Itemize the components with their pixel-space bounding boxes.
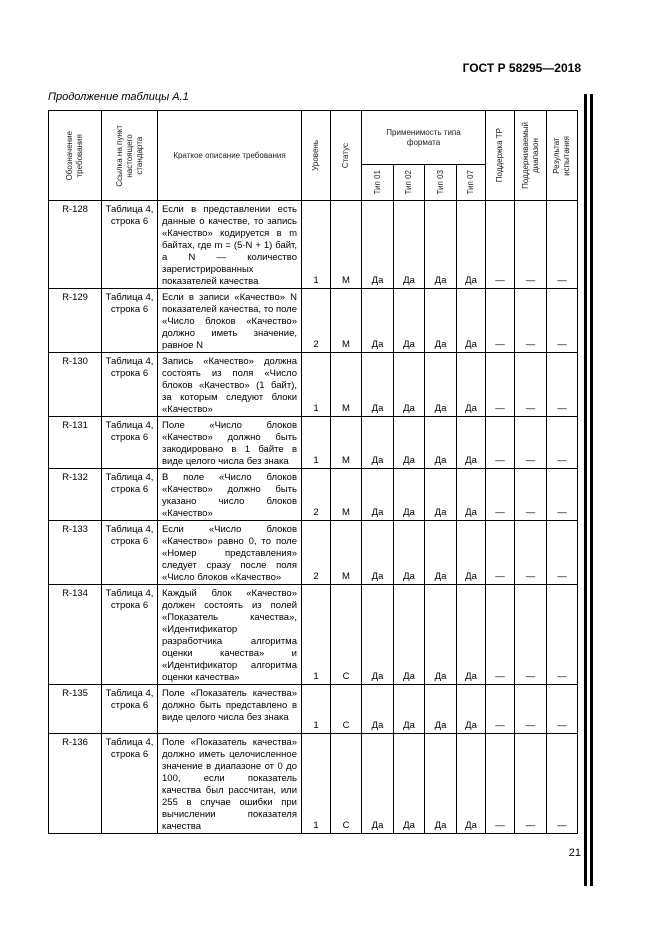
supported-range-value: — (515, 417, 547, 469)
header-type02: Тип 02 (394, 165, 425, 201)
type07-applicability: Да (457, 201, 486, 289)
requirement-status: M (331, 417, 362, 469)
requirement-reference: Таблица 4, строка 6 (102, 201, 158, 289)
test-result-value: — (547, 585, 578, 685)
type01-applicability: Да (362, 685, 394, 734)
requirement-id: R-131 (49, 417, 102, 469)
test-result-value: — (547, 685, 578, 734)
type07-applicability: Да (457, 521, 486, 585)
header-applicability: Применимость типа формата (362, 111, 486, 165)
tr-support-value: — (486, 417, 515, 469)
requirement-id: R-133 (49, 521, 102, 585)
requirement-id: R-136 (49, 734, 102, 834)
tr-support-value: — (486, 469, 515, 521)
table-caption: Продолжение таблицы А.1 (48, 91, 189, 103)
requirement-level: 1 (302, 353, 331, 417)
requirement-status: C (331, 734, 362, 834)
page-number: 21 (568, 847, 581, 859)
tr-support-value: — (486, 685, 515, 734)
requirement-description: В поле «Число блоков «Качество» должно быть указано число блоков «Качество» (158, 469, 302, 521)
requirement-reference: Таблица 4, строка 6 (102, 685, 158, 734)
requirement-reference: Таблица 4, строка 6 (102, 585, 158, 685)
header-reference: Ссылка на пункт настоящего стандарта (102, 111, 158, 201)
page-edge-bar (584, 94, 587, 886)
requirement-id: R-135 (49, 685, 102, 734)
type02-applicability: Да (394, 289, 425, 353)
requirement-reference: Таблица 4, строка 6 (102, 417, 158, 469)
header-type01: Тип 01 (362, 165, 394, 201)
table-row (49, 201, 578, 289)
table-row (49, 417, 578, 469)
type01-applicability: Да (362, 417, 394, 469)
supported-range-value: — (515, 585, 547, 685)
test-result-value: — (547, 521, 578, 585)
requirement-status: M (331, 353, 362, 417)
requirement-id: R-134 (49, 585, 102, 685)
requirement-level: 1 (302, 734, 331, 834)
type01-applicability: Да (362, 201, 394, 289)
requirement-level: 1 (302, 585, 331, 685)
header-type07: Тип 07 (457, 165, 486, 201)
type02-applicability: Да (394, 201, 425, 289)
tr-support-value: — (486, 521, 515, 585)
standard-code: ГОСТ Р 58295—2018 (462, 61, 581, 75)
requirement-reference: Таблица 4, строка 6 (102, 469, 158, 521)
supported-range-value: — (515, 521, 547, 585)
type03-applicability: Да (425, 353, 457, 417)
requirement-description: Поле «Показатель качества» должно быть представлено в виде целого числа без знака (158, 685, 302, 734)
type02-applicability: Да (394, 353, 425, 417)
table-row (49, 521, 578, 585)
supported-range-value: — (515, 201, 547, 289)
requirement-level: 1 (302, 685, 331, 734)
type03-applicability: Да (425, 289, 457, 353)
type02-applicability: Да (394, 469, 425, 521)
requirement-level: 1 (302, 201, 331, 289)
requirement-status: M (331, 201, 362, 289)
supported-range-value: — (515, 685, 547, 734)
type07-applicability: Да (457, 734, 486, 834)
header-description: Краткое описание требования (158, 111, 302, 201)
type07-applicability: Да (457, 469, 486, 521)
requirement-status: C (331, 685, 362, 734)
requirement-description: Если «Число блоков «Качество» равно 0, то поле «Номер представления» следует сразу после поля «Число блоков «Качество» (158, 521, 302, 585)
test-result-value: — (547, 289, 578, 353)
test-result-value: — (547, 417, 578, 469)
type03-applicability: Да (425, 417, 457, 469)
requirement-id: R-132 (49, 469, 102, 521)
type01-applicability: Да (362, 734, 394, 834)
requirement-id: R-130 (49, 353, 102, 417)
requirement-status: M (331, 289, 362, 353)
requirement-level: 1 (302, 417, 331, 469)
supported-range-value: — (515, 353, 547, 417)
requirement-reference: Таблица 4, строка 6 (102, 734, 158, 834)
table-row (49, 734, 578, 834)
requirement-description: Поле «Показатель качества» должно иметь целочисленное значение в диапазоне от 0 до 100, если показатель качества был рассчитан, или 255 в случае ошибки при вычислении показателя качества (158, 734, 302, 834)
requirement-reference: Таблица 4, строка 6 (102, 521, 158, 585)
requirement-level: 2 (302, 289, 331, 353)
type01-applicability: Да (362, 353, 394, 417)
type02-applicability: Да (394, 417, 425, 469)
table-row (49, 289, 578, 353)
tr-support-value: — (486, 585, 515, 685)
requirement-status: M (331, 521, 362, 585)
tr-support-value: — (486, 734, 515, 834)
type07-applicability: Да (457, 585, 486, 685)
test-result-value: — (547, 469, 578, 521)
supported-range-value: — (515, 289, 547, 353)
requirement-description: Каждый блок «Качество» должен состоять из полей «Показатель качества», «Идентификатор разработчика алгоритма оценки качества» и «Идентификатор алгоритма оценки качества» (158, 585, 302, 685)
type03-applicability: Да (425, 685, 457, 734)
header-type03: Тип 03 (425, 165, 457, 201)
type03-applicability: Да (425, 201, 457, 289)
type07-applicability: Да (457, 289, 486, 353)
requirement-status: M (331, 469, 362, 521)
requirement-id: R-128 (49, 201, 102, 289)
tr-support-value: — (486, 201, 515, 289)
requirement-description: Если в записи «Качество» N показателей качества, то поле «Число блоков «Качество» должно иметь значение, равное N (158, 289, 302, 353)
requirement-description: Поле «Число блоков «Качество» должно быть закодировано в 1 байте в виде целого числа без знака (158, 417, 302, 469)
header-tr-support: Поддержка ТР (486, 111, 515, 201)
table-row (49, 685, 578, 734)
requirement-description: Если в представлении есть данные о качестве, то запись «Качество» кодируется в m байтах, где m = (5·N + 1) байт, а N — количество зарегистрированных показателей качества (158, 201, 302, 289)
test-result-value: — (547, 734, 578, 834)
type07-applicability: Да (457, 417, 486, 469)
tr-support-value: — (486, 353, 515, 417)
requirements-table (48, 110, 578, 834)
header-designation: Обозначение требования (49, 111, 102, 201)
test-result-value: — (547, 201, 578, 289)
table-row (49, 585, 578, 685)
page-edge-bar (590, 94, 593, 886)
header-test-result: Результат испытания (547, 111, 578, 201)
type02-applicability: Да (394, 734, 425, 834)
test-result-value: — (547, 353, 578, 417)
supported-range-value: — (515, 734, 547, 834)
type03-applicability: Да (425, 469, 457, 521)
type03-applicability: Да (425, 734, 457, 834)
type07-applicability: Да (457, 685, 486, 734)
table-row (49, 469, 578, 521)
header-status: Статус (331, 111, 362, 201)
requirement-status: C (331, 585, 362, 685)
type02-applicability: Да (394, 685, 425, 734)
requirement-reference: Таблица 4, строка 6 (102, 353, 158, 417)
type03-applicability: Да (425, 585, 457, 685)
type01-applicability: Да (362, 521, 394, 585)
type01-applicability: Да (362, 289, 394, 353)
supported-range-value: — (515, 469, 547, 521)
type02-applicability: Да (394, 521, 425, 585)
table-row (49, 353, 578, 417)
type02-applicability: Да (394, 585, 425, 685)
type07-applicability: Да (457, 353, 486, 417)
requirement-level: 2 (302, 521, 331, 585)
requirement-reference: Таблица 4, строка 6 (102, 289, 158, 353)
type01-applicability: Да (362, 585, 394, 685)
tr-support-value: — (486, 289, 515, 353)
requirement-description: Запись «Качество» должна состоять из поля «Число блоков «Качество» (1 байт), за которым следуют блоки «Качество» (158, 353, 302, 417)
header-level: Уровень (302, 111, 331, 201)
requirement-id: R-129 (49, 289, 102, 353)
type01-applicability: Да (362, 469, 394, 521)
type03-applicability: Да (425, 521, 457, 585)
requirement-level: 2 (302, 469, 331, 521)
header-supported-range: Поддерживаемый диапазон (515, 111, 547, 201)
